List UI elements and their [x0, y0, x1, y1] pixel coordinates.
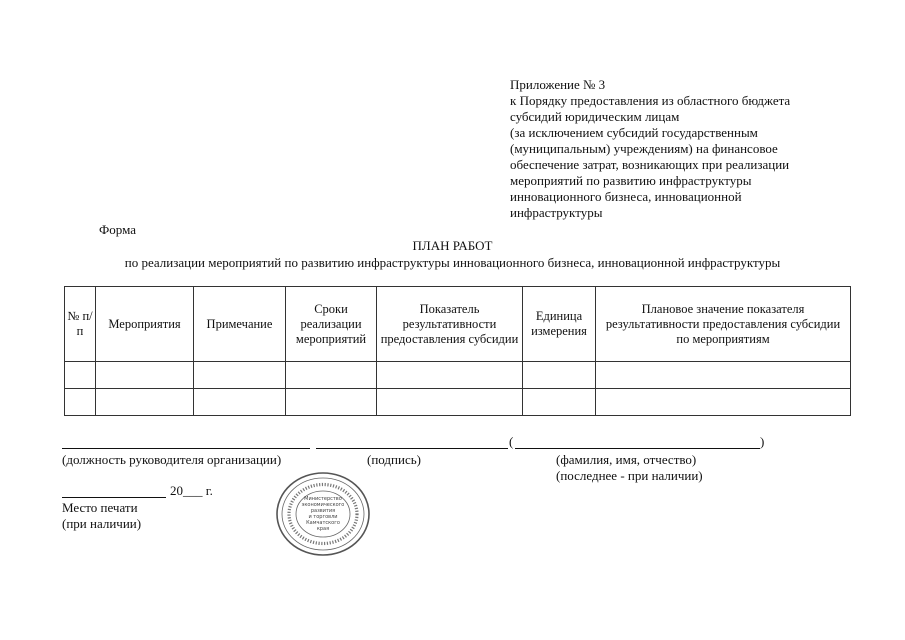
table-cell[interactable] — [96, 389, 194, 416]
header-note: Примечание — [194, 287, 286, 362]
form-label: Форма — [99, 222, 136, 237]
paren-open: ( — [509, 434, 514, 449]
position-line[interactable] — [62, 448, 310, 449]
document-title: ПЛАН РАБОТ — [412, 238, 493, 253]
header-number: № п/п — [65, 287, 96, 362]
table-cell[interactable] — [194, 362, 286, 389]
stamp-text-line: развития — [310, 508, 336, 514]
seal-note: (при наличии) — [62, 516, 142, 531]
header-unit: Единица измерения — [523, 287, 596, 362]
table-cell[interactable] — [523, 362, 596, 389]
stamp-text-line: Камчатского — [306, 520, 340, 526]
table-cell[interactable] — [286, 362, 377, 389]
appendix-line: (муниципальным) учреждениям) на финансовое — [510, 141, 778, 156]
signature-line[interactable] — [316, 448, 508, 449]
table-row — [65, 362, 851, 389]
table-cell[interactable] — [286, 389, 377, 416]
paren-close: ) — [760, 434, 765, 449]
position-label: (должность руководителя организации) — [62, 452, 282, 467]
header-activities: Мероприятия — [96, 287, 194, 362]
appendix-line: Приложение № 3 — [510, 77, 606, 92]
fio-label: (фамилия, имя, отчество) — [556, 452, 697, 467]
stamp-text-line: Министерство — [304, 496, 342, 502]
table-cell[interactable] — [65, 362, 96, 389]
appendix-line: инфраструктуры — [510, 205, 603, 220]
appendix-line: инновационного бизнеса, инновационной — [510, 189, 742, 204]
fio-note: (последнее - при наличии) — [556, 468, 703, 483]
stamp-text-line: края — [316, 526, 330, 532]
table-cell[interactable] — [377, 389, 523, 416]
stamp-text-line: экономического — [301, 502, 345, 508]
date-line[interactable] — [62, 497, 166, 498]
document-subtitle: по реализации мероприятий по развитию инфраструктуры инновационного бизнеса, инновационной инфраструктуры — [124, 255, 781, 270]
table-row — [65, 389, 851, 416]
appendix-header — [510, 77, 840, 221]
appendix-line: субсидий юридическим лицам — [510, 109, 680, 124]
appendix-line: (за исключением субсидий государственным — [510, 125, 758, 140]
table-cell[interactable] — [96, 362, 194, 389]
table-cell[interactable] — [65, 389, 96, 416]
header-indicator: Показатель результативности предоставления субсидии — [377, 287, 523, 362]
plan-table — [64, 286, 851, 416]
appendix-line: обеспечение затрат, возникающих при реализации — [510, 157, 790, 172]
appendix-line: мероприятий по развитию инфраструктуры — [510, 173, 752, 188]
table-cell[interactable] — [377, 362, 523, 389]
table-cell[interactable] — [596, 362, 851, 389]
signature-label: (подпись) — [367, 452, 421, 467]
stamp-text-line: и торговли — [308, 514, 338, 520]
header-deadlines: Сроки реализации мероприятий — [286, 287, 377, 362]
date-suffix: 20___ г. — [170, 483, 213, 498]
table-cell[interactable] — [596, 389, 851, 416]
seal-label: Место печати — [62, 500, 138, 515]
fio-line[interactable] — [515, 448, 760, 449]
official-stamp-icon — [275, 471, 371, 557]
table-cell[interactable] — [523, 389, 596, 416]
table-cell[interactable] — [194, 389, 286, 416]
header-planned-value: Плановое значение показателя результативности предоставления субсидии по мероприятиям — [596, 287, 851, 362]
table-header-row — [65, 287, 851, 362]
appendix-line: к Порядку предоставления из областного бюджета — [510, 93, 791, 108]
